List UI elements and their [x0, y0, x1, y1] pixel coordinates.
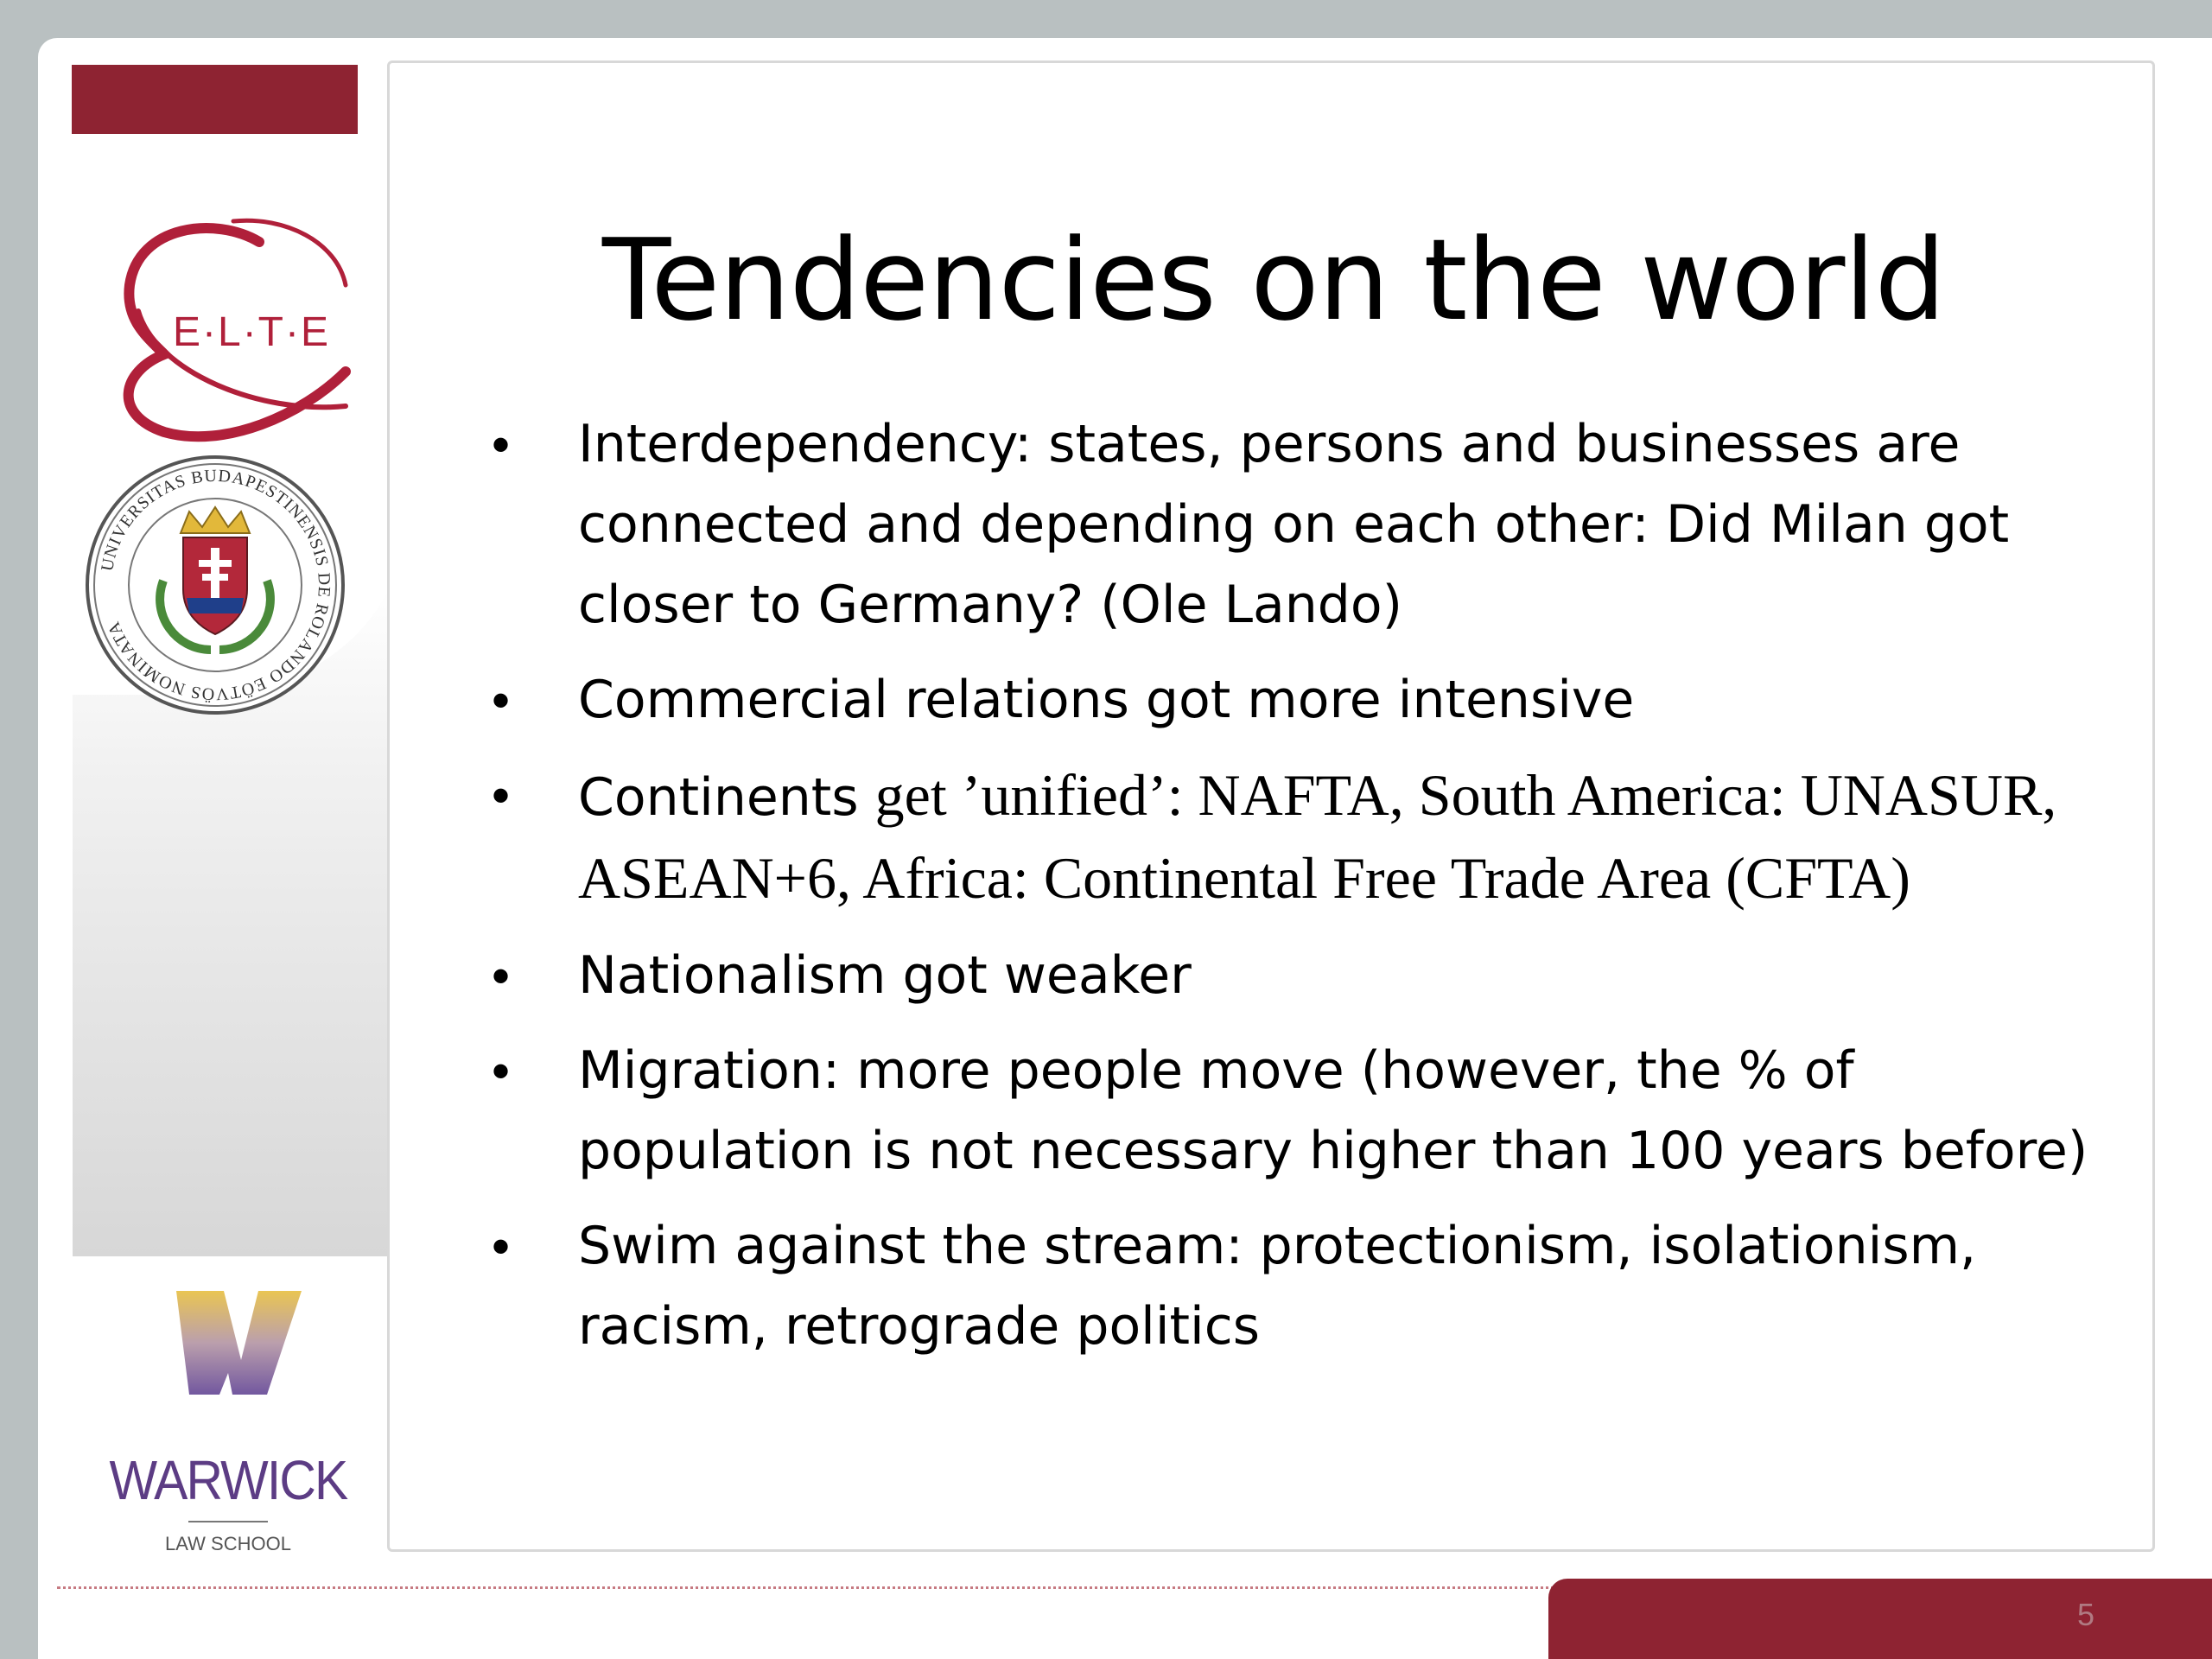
bullet-glyph: •	[492, 671, 511, 729]
bullet-glyph: •	[492, 416, 511, 474]
elte-ampersand-logo-icon	[86, 190, 380, 449]
warwick-subtitle: LAW SCHOOL	[165, 1533, 291, 1554]
seal-text: UNIVERSITAS BUDAPESTINENSIS DE ROLANDO EÖTVÖS NOMINATA	[98, 466, 334, 704]
slide-title: Tendencies on the world	[601, 214, 1946, 346]
bullet-item	[492, 404, 2133, 645]
warwick-w-logo-icon	[90, 1291, 366, 1446]
bullet-item	[492, 936, 2133, 1016]
bullet-text: Nationalism got weaker	[578, 945, 1192, 1006]
elte-logo	[86, 190, 380, 449]
bullet-text: Commercial relations got more intensive	[578, 670, 1635, 730]
warwick-logo	[90, 1291, 366, 1576]
bullet-item	[492, 755, 2133, 921]
bullet-text: Swim against the stream: protectionism, isolationism, racism, retrograde politics	[578, 1216, 1977, 1357]
bullet-list	[492, 404, 2133, 1382]
content-box	[387, 60, 2155, 1552]
footer-dotted-line	[57, 1586, 1571, 1589]
slide	[38, 38, 2212, 1659]
university-seal	[81, 451, 349, 719]
bullet-text: Interdependency: states, persons and businesses are connected and depending on each other: Did Milan got closer to Germany? (Ole Lando)	[578, 414, 2010, 635]
bullet-text: Migration: more people move (however, the % of population is not necessary higher than 100 years before)	[578, 1040, 2088, 1181]
university-seal-logo-icon	[81, 451, 349, 719]
warwick-wordmark: WARWICK	[109, 1449, 347, 1511]
elte-logo-text: E·L·T·E	[173, 309, 330, 355]
bullet-glyph: •	[492, 947, 511, 1005]
bullet-text-prefix: Continents	[578, 767, 875, 828]
page-number: 5	[2076, 1597, 2095, 1632]
bullet-glyph: •	[492, 1217, 511, 1275]
bullet-text: get ’unified’: NAFTA, South America: UNASUR, ASEAN+6, Africa: Continental Free Trade Area (CFTA)	[578, 762, 2057, 911]
bullet-item	[492, 1031, 2133, 1192]
bullet-glyph: •	[492, 766, 511, 824]
top-accent-stripe	[72, 65, 358, 134]
bullet-item	[492, 1206, 2133, 1367]
bullet-glyph: •	[492, 1042, 511, 1100]
warwick-divider	[188, 1521, 268, 1522]
bullet-item	[492, 660, 2133, 741]
